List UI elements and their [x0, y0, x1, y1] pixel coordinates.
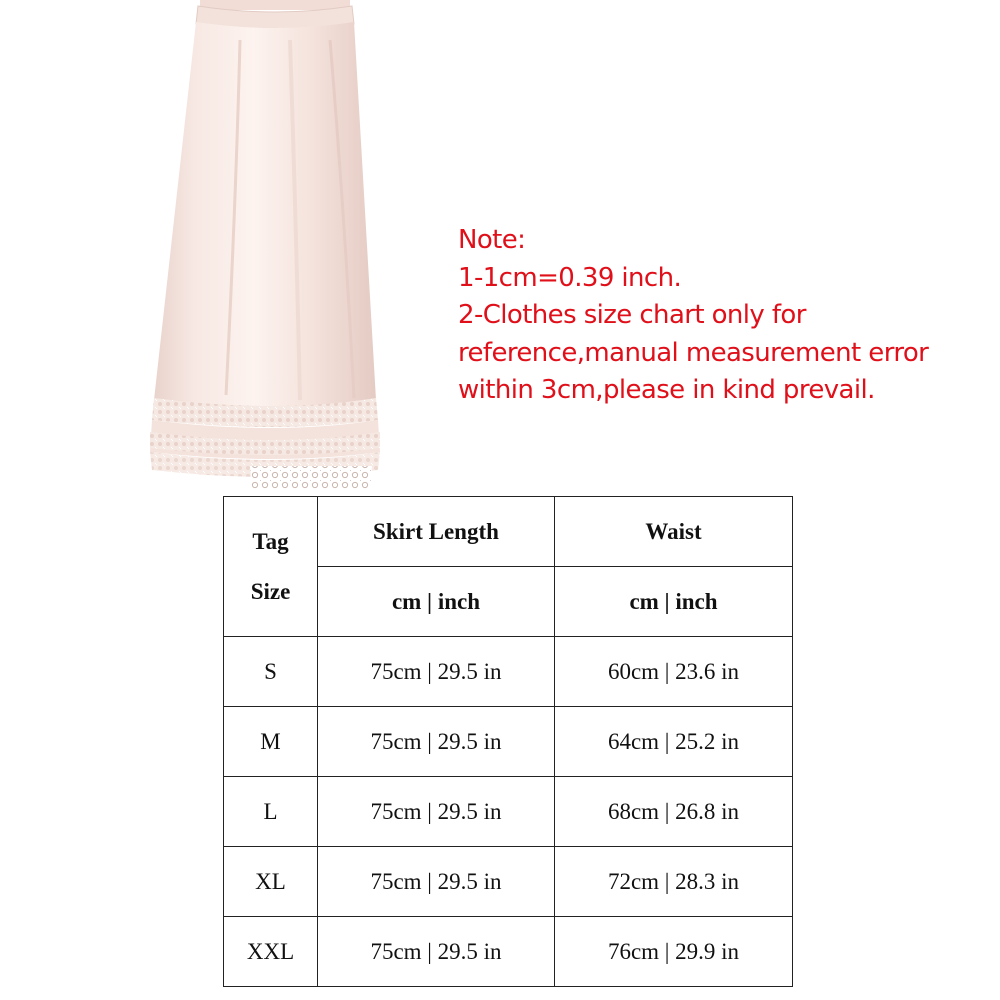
size-cell: L — [224, 777, 318, 847]
size-cell: M — [224, 707, 318, 777]
table-row — [224, 847, 793, 917]
tag-size-header — [224, 497, 318, 637]
note-line-2: 2-Clothes size chart only for — [458, 300, 806, 330]
table-row — [224, 637, 793, 707]
waist-cell: 60cm | 23.6 in — [555, 637, 793, 707]
length-cell: 75cm | 29.5 in — [318, 847, 555, 917]
table-row — [224, 777, 793, 847]
waist-cell: 68cm | 26.8 in — [555, 777, 793, 847]
note-line-4: within 3cm,please in kind prevail. — [458, 375, 875, 405]
size-chart-table — [223, 496, 793, 987]
length-cell: 75cm | 29.5 in — [318, 637, 555, 707]
table-header-row — [224, 497, 793, 567]
tag-header-line2: Size — [250, 578, 291, 604]
waist-unit: cm | inch — [555, 567, 793, 637]
skirt-length-unit: cm | inch — [318, 567, 555, 637]
waist-cell: 76cm | 29.9 in — [555, 917, 793, 987]
tag-header-line1: Tag — [252, 528, 289, 554]
size-cell: S — [224, 637, 318, 707]
length-cell: 75cm | 29.5 in — [318, 707, 555, 777]
size-cell: XL — [224, 847, 318, 917]
size-note — [458, 222, 978, 410]
waist-header: Waist — [555, 497, 793, 567]
note-line-3: reference,manual measurement error — [458, 337, 929, 368]
size-cell: XXL — [224, 917, 318, 987]
product-image — [140, 0, 390, 492]
table-row — [224, 707, 793, 777]
note-line-1: 1-1cm=0.39 inch. — [458, 262, 682, 293]
skirt-illustration — [140, 0, 390, 492]
length-cell: 75cm | 29.5 in — [318, 777, 555, 847]
length-cell: 75cm | 29.5 in — [318, 917, 555, 987]
note-title: Note: — [458, 225, 526, 255]
skirt-length-header: Skirt Length — [318, 497, 555, 567]
waist-cell: 64cm | 25.2 in — [555, 707, 793, 777]
table-row — [224, 917, 793, 987]
waist-cell: 72cm | 28.3 in — [555, 847, 793, 917]
